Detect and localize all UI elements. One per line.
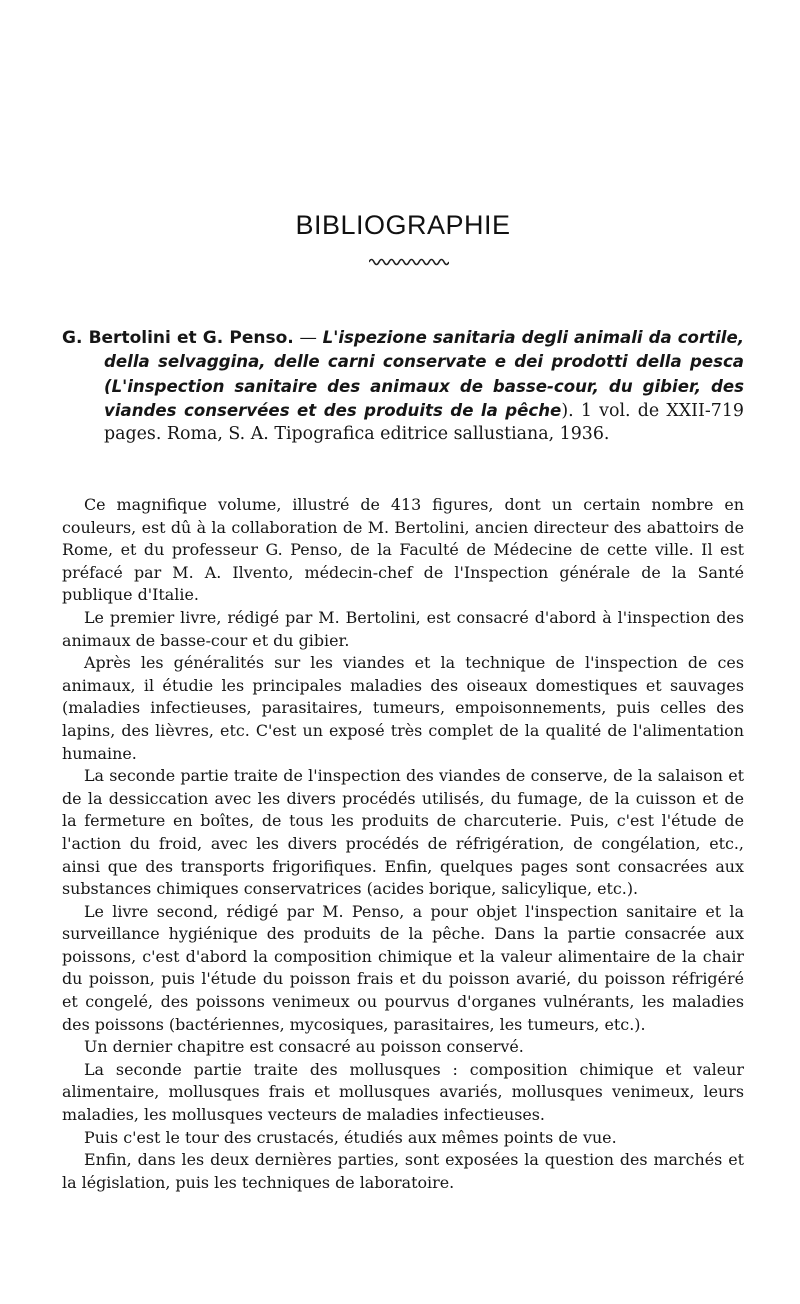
paragraph: La seconde partie traite de l'inspection des viandes de conserve, de la salaison et de la dessiccation avec les divers procédés utilisés, du fumage, de la cuisson et de la fermeture en boîtes, de tous les produits de charcuterie. Puis, c'est l'étude de l'action du froid, avec les divers procédés de réfrigération, de congélation, etc., ainsi que des transports frigorifiques. Enfin, quelques pages sont consacrées aux substances chimiques conservatrices (acides borique, salicylique, etc.). <box>62 766 744 899</box>
wavy-ornament-icon <box>369 256 449 268</box>
paragraph: Un dernier chapitre est consacré au poisson conservé. <box>84 1037 524 1057</box>
page-title: BIBLIOGRAPHIE <box>295 210 511 240</box>
reference <box>62 326 744 446</box>
paragraph: Après les généralités sur les viandes et la technique de l'inspection de ces animaux, il étudie les principales maladies des oiseaux domestiques et sauvages (maladies infectieuses, parasitaires, tumeurs, empoisonnements, puis celles des lapins, des lièvres, etc. C'est un exposé très complet de la qualité de l'alimentation humaine. <box>62 653 744 763</box>
reference-dash: — <box>293 328 323 348</box>
paragraph: La seconde partie traite des mollusques : composition chimique et valeur alimentaire, mollusques frais et mollusques avariés, mollusques venimeux, leurs maladies, les mollusques vecteurs de maladies infectieuses. <box>62 1059 744 1125</box>
reference-title: L'ispezione sanitaria degli animali da cortile, della selvaggina, delle carni conservate e dei prodotti della pesca <box>104 328 745 372</box>
paragraph: Ce magnifique volume, illustré de 413 figures, dont un certain nombre en couleurs, est dû à la collaboration de M. Bertolini, ancien directeur des abattoirs de Rome, et du professeur G. Penso, de la Faculté de Médecine de cette ville. Il est préfacé par M. A. Ilvento, médecin-chef de l'Inspection générale de la Santé publique d'Italie. <box>62 495 744 605</box>
paragraph: Puis c'est le tour des crustacés, étudiés aux mêmes points de vue. <box>84 1127 617 1147</box>
reference-publication: 1 vol. de XXII-719 pages. Roma, S. A. Tipografica editrice sallustiana, 1936. <box>104 400 744 445</box>
reference-translation: L'inspection sanitaire des animaux de basse-cour, du gibier, des viandes conservées et des produits de la pêche <box>104 376 744 420</box>
reference-open-paren: ( <box>104 376 112 396</box>
paragraph: Le livre second, rédigé par M. Penso, a pour objet l'inspection sanitaire et la surveillance hygiénique des produits de la pêche. Dans la partie consacrée aux poissons, c'est d'abord la composition chimique et la valeur alimentaire de la chair du poisson, puis l'étude du poisson frais et du poisson avarié, du poisson réfrigéré et congelé, des poissons venimeux ou pourvus d'organes vulnérants, les maladies des poissons (bactériennes, mycosiques, parasitaires, les tumeurs, etc.). <box>62 901 744 1034</box>
reference-close-paren: ). <box>561 400 574 421</box>
bibliographic-entry <box>62 326 744 446</box>
paragraph: Enfin, dans les deux dernières parties, sont exposées la question des marchés et la législation, puis les techniques de laboratoire. <box>62 1150 744 1192</box>
reference-authors: G. Bertolini et G. Penso. <box>62 328 294 348</box>
paragraph: Le premier livre, rédigé par M. Bertolini, est consacré d'abord à l'inspection des animaux de basse-cour et du gibier. <box>62 607 744 650</box>
review-body <box>62 494 744 1194</box>
